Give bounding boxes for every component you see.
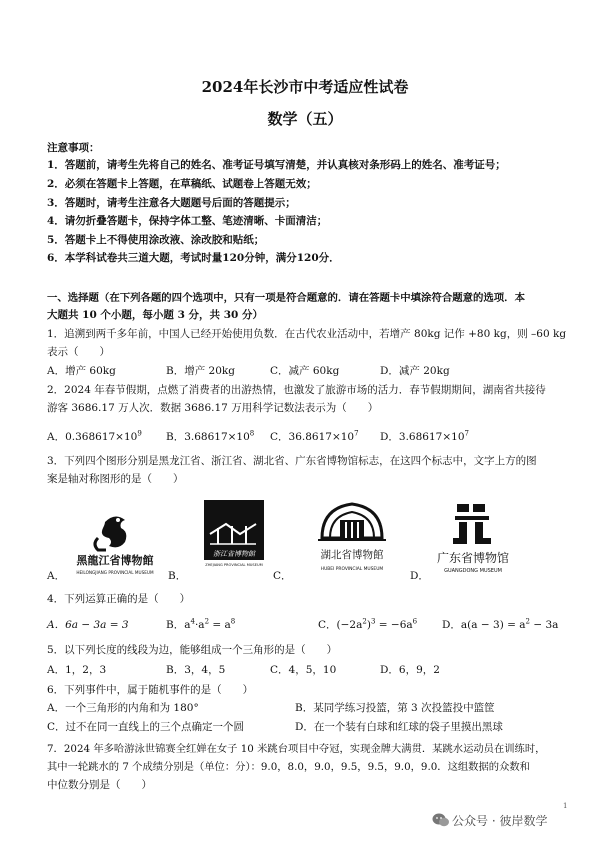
note-item: 4．请勿折叠答题卡，保持字体工整、笔迹清晰、卡面清洁； xyxy=(47,215,328,227)
exam-subtitle: 数学（五） xyxy=(267,110,343,128)
q5-option-c: C．4，5，10 xyxy=(270,664,337,676)
q1-option-a: A．增产 60kg xyxy=(47,365,116,377)
q5-option-a: A．1，2，3 xyxy=(47,664,107,676)
q3-option-b: B． xyxy=(168,570,187,582)
q2-option-b: B．$3.68617\times 10^8$ xyxy=(166,429,255,443)
q4-option-a: A．6a − 3a = 3 xyxy=(47,619,129,631)
q4-option-d: D．$a(a - 3) = a^2 - 3a$ xyxy=(442,617,559,631)
note-item: 5．答题卡上不得使用涂改液、涂改胶和贴纸； xyxy=(47,234,265,246)
q3-option-a: A． xyxy=(47,570,66,582)
q4-option-b: B．$a^4\cdot a^2 = a^8$ xyxy=(166,617,236,631)
q6-option-a: A．一个三角形的内角和为 180° xyxy=(47,702,199,714)
watermark-text: 公众号 · 彼岸数学 xyxy=(452,814,548,828)
svg-text:ZHEJIANG PROVINCIAL MUSEUM: ZHEJIANG PROVINCIAL MUSEUM xyxy=(205,563,263,567)
svg-text:浙江省博物館: 浙江省博物館 xyxy=(213,550,255,558)
question-7-text-cont: 其中一轮跳水的 7 个成绩分别是（单位：分）：9.0，8.0，9.0，9.5，9.5，9.0，9.0．这组数据的众数和 xyxy=(47,761,530,773)
wechat-icon xyxy=(432,812,450,828)
guangdong-museum-logo xyxy=(425,498,525,580)
svg-text:HUBEI PROVINCIAL MUSEUM: HUBEI PROVINCIAL MUSEUM xyxy=(320,567,384,572)
question-7-text-end: 中位数分别是（ ） xyxy=(47,779,152,791)
svg-text:GUANGDONG MUSEUM: GUANGDONG MUSEUM xyxy=(444,568,502,574)
q6-option-d: D．在一个装有白球和红球的袋子里摸出黑球 xyxy=(295,721,503,733)
question-1-text: 1．追溯到两千多年前，中国人已经开始使用负数．在古代农业活动中，若增产 80kg 记作 +80 kg，则 –60 kg xyxy=(47,328,567,340)
q1-option-d: D．减产 20kg xyxy=(380,365,450,377)
note-item: 2．必须在答题卡上答题，在草稿纸、试题卷上答题无效； xyxy=(47,178,317,190)
q1-option-b: B．增产 20kg xyxy=(166,365,235,377)
question-5-text: 5．以下列长度的线段为边，能够组成一个三角形的是（ ） xyxy=(47,644,338,656)
question-7-text: 7．2024 年多哈游泳世锦赛全红婵在女子 10 米跳台项目中夺冠，实现金牌大满贯．某跳水运动员在训练时， xyxy=(47,743,546,755)
svg-text:湖北省博物館: 湖北省博物館 xyxy=(320,549,384,561)
question-2-text-cont: 游客 3686.17 万人次．数据 3686.17 万用科学记数法表示为（ ） xyxy=(47,402,379,414)
question-3-text-cont: 案是轴对称图形的是（ ） xyxy=(47,473,184,485)
q5-option-b: B．3，4，5 xyxy=(166,664,226,676)
q2-option-d: D．$3.68617\times 10^7$ xyxy=(380,429,469,443)
q4-option-c: C．$(-2a^2)^3 = -6a^6$ xyxy=(318,617,418,631)
q6-option-c: C．过不在同一直线上的三个点确定一个圆 xyxy=(47,721,245,733)
page-number: 1 xyxy=(563,802,568,810)
note-item: 6．本学科试卷共三道大题，考试时量120分钟，满分120分． xyxy=(47,252,340,264)
notes-heading: 注意事项： xyxy=(47,142,100,154)
hubei-museum-logo xyxy=(300,498,400,580)
zhejiang-museum-logo xyxy=(190,498,270,580)
section-heading: 一、选择题（在下列各题的四个选项中，只有一项是符合题意的．请在答题卡中填涂符合题意的选项．本 xyxy=(47,292,525,304)
q2-option-c: C．$36.8617\times 10^7$ xyxy=(270,429,359,443)
section-heading-cont: 大题共 10 个小题，每小题 3 分，共 30 分） xyxy=(47,309,263,321)
q3-option-d: D． xyxy=(410,570,429,582)
svg-text:广东省博物馆: 广东省博物馆 xyxy=(436,551,510,565)
question-6-text: 6．下列事件中，属于随机事件的是（ ） xyxy=(47,684,254,696)
svg-text:HEILONGJIANG PROVINCIAL MUSEUM: HEILONGJIANG PROVINCIAL MUSEUM xyxy=(76,570,154,575)
q5-option-d: D．6，9，2 xyxy=(380,664,440,676)
question-3-text: 3．下列四个图形分别是黑龙江省、浙江省、湖北省、广东省博物馆标志，在这四个标志中，文字上方的图 xyxy=(47,455,537,467)
question-1-text-cont: 表示（ ） xyxy=(47,346,110,358)
q6-option-b: B．某同学练习投篮，第 3 次投篮投中篮筐 xyxy=(295,702,495,714)
q1-option-c: C．减产 60kg xyxy=(270,365,340,377)
q3-option-c: C． xyxy=(273,570,292,582)
q2-option-a: A．$0.368617\times 10^9$ xyxy=(47,429,142,443)
exam-title: 2024年长沙市中考适应性试卷 xyxy=(201,78,409,96)
note-item: 1．答题前，请考生先将自己的姓名、准考证号填写清楚，并认真核对条形码上的姓名、准考证号； xyxy=(47,159,506,171)
note-item: 3．答题时，请考生注意各大题题号后面的答题提示； xyxy=(47,197,296,209)
question-4-text: 4．下列运算正确的是（ ） xyxy=(47,593,191,605)
question-2-text: 2．2024 年春节假期，点燃了消费者的出游热情，也激发了旅游市场的活力．春节假期期间，湖南省共接待 xyxy=(47,384,546,396)
svg-text:黑龍江省博物館: 黑龍江省博物館 xyxy=(76,554,154,567)
heilongjiang-museum-logo xyxy=(60,498,170,580)
